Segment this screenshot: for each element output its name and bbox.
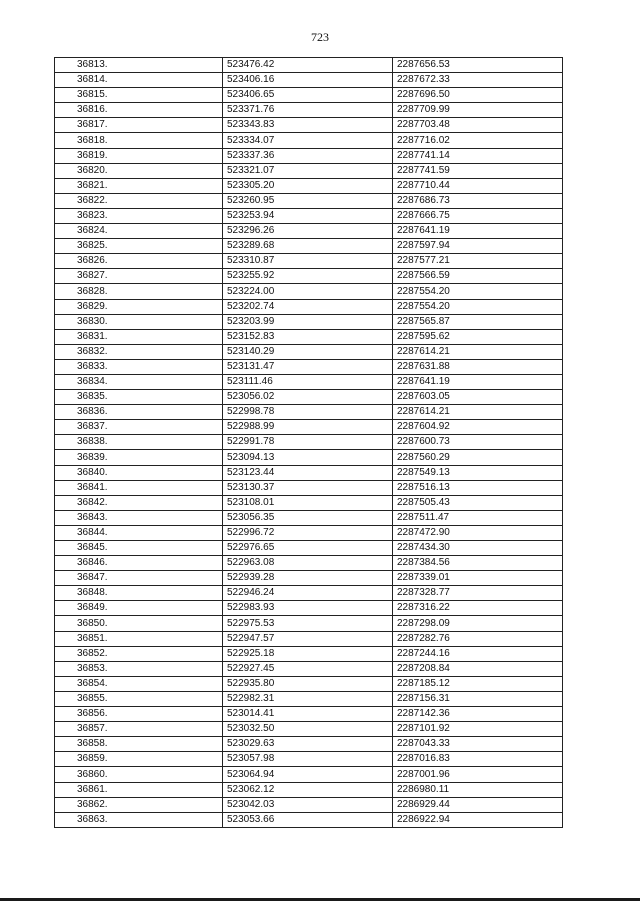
- x-coordinate-cell: 523108.01: [223, 495, 393, 510]
- table-row: [55, 329, 563, 344]
- table-row: [55, 812, 563, 827]
- x-coordinate-cell: 523042.03: [223, 797, 393, 812]
- x-coordinate-cell: 523062.12: [223, 782, 393, 797]
- point-id-cell: 36830.: [55, 314, 223, 329]
- table-row: [55, 224, 563, 239]
- point-id-cell: 36815.: [55, 88, 223, 103]
- x-coordinate-cell: 523337.36: [223, 148, 393, 163]
- table-row: [55, 510, 563, 525]
- y-coordinate-cell: 2287516.13: [393, 480, 563, 495]
- x-coordinate-cell: 523296.26: [223, 224, 393, 239]
- x-coordinate-cell: 522947.57: [223, 631, 393, 646]
- y-coordinate-cell: 2287703.48: [393, 118, 563, 133]
- table-row: [55, 118, 563, 133]
- point-id-cell: 36849.: [55, 601, 223, 616]
- table-row: [55, 178, 563, 193]
- x-coordinate-cell: 523140.29: [223, 344, 393, 359]
- y-coordinate-cell: 2287208.84: [393, 661, 563, 676]
- x-coordinate-cell: 523224.00: [223, 284, 393, 299]
- x-coordinate-cell: 523406.16: [223, 73, 393, 88]
- x-coordinate-cell: 522996.72: [223, 525, 393, 540]
- table-row: [55, 631, 563, 646]
- y-coordinate-cell: 2287595.62: [393, 329, 563, 344]
- point-id-cell: 36829.: [55, 299, 223, 314]
- table-row: [55, 707, 563, 722]
- y-coordinate-cell: 2287384.56: [393, 556, 563, 571]
- point-id-cell: 36844.: [55, 525, 223, 540]
- point-id-cell: 36857.: [55, 722, 223, 737]
- table-row: [55, 435, 563, 450]
- point-id-cell: 36835.: [55, 390, 223, 405]
- point-id-cell: 36831.: [55, 329, 223, 344]
- x-coordinate-cell: 523371.76: [223, 103, 393, 118]
- y-coordinate-cell: 2287577.21: [393, 254, 563, 269]
- x-coordinate-cell: 523310.87: [223, 254, 393, 269]
- y-coordinate-cell: 2287156.31: [393, 691, 563, 706]
- point-id-cell: 36822.: [55, 193, 223, 208]
- coordinates-table: [54, 57, 563, 828]
- table-row: [55, 208, 563, 223]
- y-coordinate-cell: 2287604.92: [393, 420, 563, 435]
- x-coordinate-cell: 522991.78: [223, 435, 393, 450]
- coordinates-table-body: [55, 58, 563, 828]
- x-coordinate-cell: 522925.18: [223, 646, 393, 661]
- table-row: [55, 601, 563, 616]
- x-coordinate-cell: 523123.44: [223, 465, 393, 480]
- x-coordinate-cell: 523255.92: [223, 269, 393, 284]
- table-row: [55, 465, 563, 480]
- table-row: [55, 284, 563, 299]
- point-id-cell: 36861.: [55, 782, 223, 797]
- table-row: [55, 103, 563, 118]
- x-coordinate-cell: 523094.13: [223, 450, 393, 465]
- table-row: [55, 525, 563, 540]
- x-coordinate-cell: 523321.07: [223, 163, 393, 178]
- point-id-cell: 36859.: [55, 752, 223, 767]
- point-id-cell: 36858.: [55, 737, 223, 752]
- table-row: [55, 148, 563, 163]
- y-coordinate-cell: 2287244.16: [393, 646, 563, 661]
- x-coordinate-cell: 523064.94: [223, 767, 393, 782]
- x-coordinate-cell: 522946.24: [223, 586, 393, 601]
- point-id-cell: 36843.: [55, 510, 223, 525]
- y-coordinate-cell: 2287560.29: [393, 450, 563, 465]
- point-id-cell: 36827.: [55, 269, 223, 284]
- table-row: [55, 374, 563, 389]
- point-id-cell: 36820.: [55, 163, 223, 178]
- point-id-cell: 36821.: [55, 178, 223, 193]
- x-coordinate-cell: 523203.99: [223, 314, 393, 329]
- y-coordinate-cell: 2287316.22: [393, 601, 563, 616]
- table-row: [55, 239, 563, 254]
- y-coordinate-cell: 2287716.02: [393, 133, 563, 148]
- y-coordinate-cell: 2287511.47: [393, 510, 563, 525]
- point-id-cell: 36817.: [55, 118, 223, 133]
- point-id-cell: 36832.: [55, 344, 223, 359]
- table-row: [55, 661, 563, 676]
- y-coordinate-cell: 2287566.59: [393, 269, 563, 284]
- y-coordinate-cell: 2287185.12: [393, 676, 563, 691]
- x-coordinate-cell: 523343.83: [223, 118, 393, 133]
- y-coordinate-cell: 2287696.50: [393, 88, 563, 103]
- table-row: [55, 269, 563, 284]
- x-coordinate-cell: 523476.42: [223, 58, 393, 73]
- point-id-cell: 36813.: [55, 58, 223, 73]
- y-coordinate-cell: 2287710.44: [393, 178, 563, 193]
- table-row: [55, 73, 563, 88]
- table-row: [55, 420, 563, 435]
- table-row: [55, 691, 563, 706]
- table-row: [55, 541, 563, 556]
- table-row: [55, 586, 563, 601]
- y-coordinate-cell: 2287554.20: [393, 284, 563, 299]
- y-coordinate-cell: 2287565.87: [393, 314, 563, 329]
- table-row: [55, 737, 563, 752]
- table-row: [55, 752, 563, 767]
- table-row: [55, 767, 563, 782]
- x-coordinate-cell: 522998.78: [223, 405, 393, 420]
- y-coordinate-cell: 2287614.21: [393, 405, 563, 420]
- y-coordinate-cell: 2287666.75: [393, 208, 563, 223]
- x-coordinate-cell: 522963.08: [223, 556, 393, 571]
- y-coordinate-cell: 2287472.90: [393, 525, 563, 540]
- table-row: [55, 782, 563, 797]
- point-id-cell: 36819.: [55, 148, 223, 163]
- table-row: [55, 722, 563, 737]
- point-id-cell: 36824.: [55, 224, 223, 239]
- table-row: [55, 646, 563, 661]
- y-coordinate-cell: 2287741.14: [393, 148, 563, 163]
- point-id-cell: 36816.: [55, 103, 223, 118]
- table-row: [55, 314, 563, 329]
- point-id-cell: 36846.: [55, 556, 223, 571]
- table-row: [55, 556, 563, 571]
- bottom-rule: [0, 898, 640, 901]
- x-coordinate-cell: 523406.65: [223, 88, 393, 103]
- y-coordinate-cell: 2287434.30: [393, 541, 563, 556]
- x-coordinate-cell: 523305.20: [223, 178, 393, 193]
- point-id-cell: 36825.: [55, 239, 223, 254]
- point-id-cell: 36856.: [55, 707, 223, 722]
- point-id-cell: 36845.: [55, 541, 223, 556]
- x-coordinate-cell: 523057.98: [223, 752, 393, 767]
- x-coordinate-cell: 522983.93: [223, 601, 393, 616]
- x-coordinate-cell: 523014.41: [223, 707, 393, 722]
- page-number: 723: [311, 30, 329, 44]
- x-coordinate-cell: 522939.28: [223, 571, 393, 586]
- y-coordinate-cell: 2287641.19: [393, 224, 563, 239]
- table-row: [55, 133, 563, 148]
- point-id-cell: 36840.: [55, 465, 223, 480]
- y-coordinate-cell: 2287505.43: [393, 495, 563, 510]
- y-coordinate-cell: 2287672.33: [393, 73, 563, 88]
- table-row: [55, 480, 563, 495]
- table-row: [55, 299, 563, 314]
- y-coordinate-cell: 2287709.99: [393, 103, 563, 118]
- point-id-cell: 36850.: [55, 616, 223, 631]
- point-id-cell: 36837.: [55, 420, 223, 435]
- x-coordinate-cell: 523032.50: [223, 722, 393, 737]
- x-coordinate-cell: 522976.65: [223, 541, 393, 556]
- table-row: [55, 193, 563, 208]
- table-row: [55, 88, 563, 103]
- y-coordinate-cell: 2287339.01: [393, 571, 563, 586]
- y-coordinate-cell: 2287328.77: [393, 586, 563, 601]
- y-coordinate-cell: 2287554.20: [393, 299, 563, 314]
- x-coordinate-cell: 522935.80: [223, 676, 393, 691]
- y-coordinate-cell: 2287656.53: [393, 58, 563, 73]
- point-id-cell: 36863.: [55, 812, 223, 827]
- table-row: [55, 495, 563, 510]
- y-coordinate-cell: 2286922.94: [393, 812, 563, 827]
- x-coordinate-cell: 522982.31: [223, 691, 393, 706]
- point-id-cell: 36848.: [55, 586, 223, 601]
- point-id-cell: 36842.: [55, 495, 223, 510]
- y-coordinate-cell: 2287001.96: [393, 767, 563, 782]
- y-coordinate-cell: 2287641.19: [393, 374, 563, 389]
- point-id-cell: 36836.: [55, 405, 223, 420]
- x-coordinate-cell: 523202.74: [223, 299, 393, 314]
- point-id-cell: 36834.: [55, 374, 223, 389]
- point-id-cell: 36838.: [55, 435, 223, 450]
- x-coordinate-cell: 523334.07: [223, 133, 393, 148]
- x-coordinate-cell: 523253.94: [223, 208, 393, 223]
- y-coordinate-cell: 2287686.73: [393, 193, 563, 208]
- x-coordinate-cell: 522988.99: [223, 420, 393, 435]
- point-id-cell: 36860.: [55, 767, 223, 782]
- point-id-cell: 36854.: [55, 676, 223, 691]
- point-id-cell: 36826.: [55, 254, 223, 269]
- y-coordinate-cell: 2287600.73: [393, 435, 563, 450]
- point-id-cell: 36833.: [55, 359, 223, 374]
- table-row: [55, 450, 563, 465]
- point-id-cell: 36851.: [55, 631, 223, 646]
- point-id-cell: 36814.: [55, 73, 223, 88]
- table-row: [55, 797, 563, 812]
- y-coordinate-cell: 2287549.13: [393, 465, 563, 480]
- y-coordinate-cell: 2286980.11: [393, 782, 563, 797]
- table-row: [55, 58, 563, 73]
- point-id-cell: 36862.: [55, 797, 223, 812]
- table-row: [55, 676, 563, 691]
- y-coordinate-cell: 2287603.05: [393, 390, 563, 405]
- y-coordinate-cell: 2287016.83: [393, 752, 563, 767]
- table-row: [55, 616, 563, 631]
- x-coordinate-cell: 523056.35: [223, 510, 393, 525]
- x-coordinate-cell: 523111.46: [223, 374, 393, 389]
- x-coordinate-cell: 523029.63: [223, 737, 393, 752]
- y-coordinate-cell: 2287614.21: [393, 344, 563, 359]
- y-coordinate-cell: 2287043.33: [393, 737, 563, 752]
- point-id-cell: 36847.: [55, 571, 223, 586]
- table-row: [55, 344, 563, 359]
- point-id-cell: 36839.: [55, 450, 223, 465]
- point-id-cell: 36852.: [55, 646, 223, 661]
- x-coordinate-cell: 522975.53: [223, 616, 393, 631]
- y-coordinate-cell: 2286929.44: [393, 797, 563, 812]
- point-id-cell: 36853.: [55, 661, 223, 676]
- table-row: [55, 571, 563, 586]
- y-coordinate-cell: 2287298.09: [393, 616, 563, 631]
- y-coordinate-cell: 2287741.59: [393, 163, 563, 178]
- x-coordinate-cell: 523056.02: [223, 390, 393, 405]
- table-row: [55, 163, 563, 178]
- x-coordinate-cell: 523260.95: [223, 193, 393, 208]
- point-id-cell: 36855.: [55, 691, 223, 706]
- table-row: [55, 405, 563, 420]
- y-coordinate-cell: 2287142.36: [393, 707, 563, 722]
- y-coordinate-cell: 2287282.76: [393, 631, 563, 646]
- x-coordinate-cell: 522927.45: [223, 661, 393, 676]
- table-row: [55, 254, 563, 269]
- table-row: [55, 390, 563, 405]
- point-id-cell: 36828.: [55, 284, 223, 299]
- x-coordinate-cell: 523053.66: [223, 812, 393, 827]
- y-coordinate-cell: 2287631.88: [393, 359, 563, 374]
- x-coordinate-cell: 523289.68: [223, 239, 393, 254]
- point-id-cell: 36841.: [55, 480, 223, 495]
- y-coordinate-cell: 2287101.92: [393, 722, 563, 737]
- x-coordinate-cell: 523152.83: [223, 329, 393, 344]
- x-coordinate-cell: 523131.47: [223, 359, 393, 374]
- table-row: [55, 359, 563, 374]
- y-coordinate-cell: 2287597.94: [393, 239, 563, 254]
- x-coordinate-cell: 523130.37: [223, 480, 393, 495]
- point-id-cell: 36818.: [55, 133, 223, 148]
- point-id-cell: 36823.: [55, 208, 223, 223]
